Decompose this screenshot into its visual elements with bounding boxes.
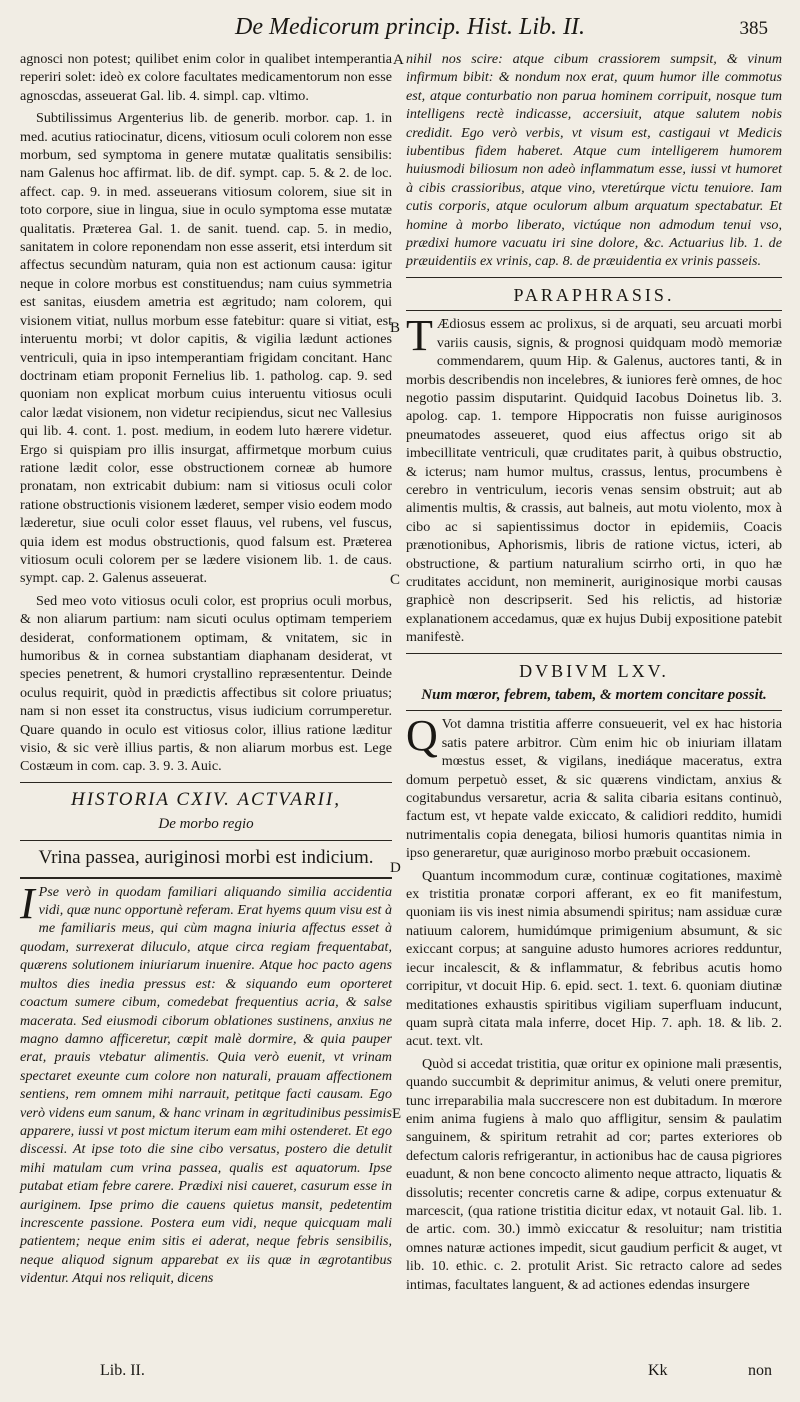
historia-subtitle: De morbo regio <box>158 816 254 833</box>
section-rule <box>20 782 392 783</box>
paraphrasis-title: PARAPHRASIS. <box>513 284 675 305</box>
page-header <box>0 14 800 44</box>
right-paragraph-1: nihil nos scire: atque cibum crassiorem sumpsit, & vinum infirmum bibit: & nondum nox erat, quum humor ille commotus est, atque conturbatio non parua hominem corripuit, nosque tum intelligens rectè indicasse, accersiuit, atque salutem nobis credidit. Ego verò verbis, vt visum est, castigaui vt Medicis iubentibus fidem haberet. Atque cum intelligerem humorem huiusmodi biliosum non adeò inflammatum esse, iussi vt humoret à cibis crassioribus, atque vino, vteretúrque victu tenuiore. Iam cutis corporis, atque oculorum album arquatum spectabatur. Et homine à morbo liberato, victúque non admodum tenui vso, prædixi humore vacuatu iri sine dolore, &c. Actuarius lib. 1. de præuidentiis ex vrinis, cap. 8. de præuidentia ex vrinis passeis. <box>406 51 782 270</box>
dubium-paragraph-3: Quòd si accedat tristitia, quæ oritur ex opinione mali præsentis, quando succumbit & deprimitur animus, & veluti onere premitur, tunc irreparabilia mala succrescere non est dubitadum. In mœrore enim anima fugiens à malo quo affligitur, sensim & paulatim sanguinem, & spiritum retrahit ad cor; partes exteriores ob defectum caloris refrigerantur, in actionibus hac de causa pigriores euadunt, & non bene concocto alimento neque attracto, liquatis & dissolutis; recenter concretis carne & adipe, corpus extenuatur & marcescit, (qua ratione tristitia dicitur edax, vt notauit Gal. lib. 1. de artic. com. 30.) immò exiccatur & resoluitur; nam tristitia omnes naturæ actiones impedit, sicut gaudium perficit & auget, vt lib. 10. ethic. c. 2. protulit Arist. Sic retracto calore ad sedes intimas, facultates languent, & ad actiones edendas insurgere <box>406 1055 782 1293</box>
margin-letter-b: B <box>390 320 401 336</box>
margin-letter-d: D <box>390 860 401 876</box>
margin-letter-a: A <box>393 52 404 68</box>
dubium-paragraph-1-block <box>406 711 782 862</box>
dubium-paragraph-2: Quantum incommodum curæ, continuæ cogitationes, maximè ex tristitia pronatæ corpori afferant, ex eo fit manifestum, quoniam iis vis inest nimia absumendi spiritus; nam assiduæ curæ natiuum calorem, humidúmque primigenium absumunt, & sic exiccant corpus; at sanguine adusto humores acriores redduntur, iecur incalescit, & & inflammatur, & febribus acutis homo corripitur, vt docuit Hip. 6. epid. sect. 1. text. 6. quoniam diutinæ meditationes exhaustis spiritibus vigiliam superfluam inducunt, quam suprà citata mala inferre, docet Hip. 7. aph. 18. & lib. 2. acut. text. vlt. <box>406 867 782 1050</box>
left-column <box>20 50 392 1292</box>
margin-letter-c: C <box>390 572 401 588</box>
paraphrasis-rule-bottom <box>406 310 782 311</box>
historia-rule <box>20 840 392 841</box>
left-paragraph-1: agnosci non potest; quilibet enim color in qualibet intemperantia reperiri solet: ideò ex colore facultates medicamentorum non esse agnoscdas, asseuerat Gal. lib. 4. simpl. cap. vltimo. <box>20 51 392 104</box>
paraphrasis-dropcap: T <box>406 311 433 361</box>
footer-signature-left: Lib. II. <box>100 1362 145 1379</box>
running-head: De Medicorum princip. Hist. Lib. II. <box>235 14 585 40</box>
margin-letter-e: E <box>392 1106 402 1122</box>
dubium-question: Num mœror, febrem, tabem, & mortem concitare possit. <box>421 687 767 703</box>
historia-text-block <box>20 878 392 1288</box>
page-number: 385 <box>739 18 768 39</box>
footer-signature-center: Kk <box>648 1362 668 1379</box>
footer-catchword: non <box>748 1362 772 1379</box>
paraphrasis-text: Ædiosus essem ac prolixus, si de arquati, seu arcuati morbi variis causis, signis, & prognosi quidquam modò memoriæ commendarem, quum Hip. & Galenus, auctores tanti, & in morbis describendis non incelebres, & iuniores ferè omnes, de hoc negotio passim disputarint. Quidquid Iacobus Doinetus lib. 3. apolog. cap. 1. tempore Hippocratis non fuisse auriginosos pneumatodes asseueret, quod eius affectus origo sit ab imbecillitate ventriculi, quæ cruditates parit, à quibus obstructio, & icterus; nam humor multus, crassus, lentus, procumbens è cerebro in ventriculum, iecoris venas sensim obstruit; aut ab alimentis multis, & crassis, aut balneis, aut motu violento, mox à cibo ac si sapientissimus doctor in epidemiis, Coacis prænotionibus, Aphorismis, libris de ratione victus, icteri, ab obstructione, & partium naturalium scirrho orti, in quo hæ cruditates accidunt, non meminerit, auriginosique morbi causas graphicè non descripserit. Sed his relictis, ad historiæ explanationem accedamus, quæ ex hujus Dubij expositione patebit manifestè. <box>406 316 782 646</box>
historia-dropcap: I <box>20 878 35 928</box>
historia-text: Pse verò in quodam familiari aliquando similia accidentia vidi, quæ nunc opportunè referam. Erat hyems quum visu est à me familiaris meus, qui cùm magna iniuria affectus esset à quodam, surrexerat diluculo, atque circa regiam frequentabat, quærens solutionem iniuriarum inuenire. Atque hoc pacto agens multos dies inedia pressus est: & siquando eum oporteret coactum sumere cibum, comedebat frequentius acria, & salse macerata. Sed eiusmodi ciborum oblationes sustinens, anxius ne magno damno afficeretur, cœpit malè dormire, & quia pauper erat, prauis vtebatur alimentis. Quia verò euenit, vt vrinam spectaret exeunte cum colore non naturali, prauam affectionem sentiens, rem omnem mihi narrauit, petitque facti causam. Ego verò videns eum sanum, & hanc vrinam in ægritudinibus pessimis apparere, iussi vt post mictum iterum eam mihi ostenderet. Et ego discessi. At ipse toto die sine cibo versatus, postero die detulit mihi matulam cum vrina passea, qualis est aquatorum. Ipse putabat etiam febre carere. Prædixi nisi caueret, casurum esse in auriginem. Ipse primo die cauens quietus mansit, pedetentim increscente passione. Postera eum vidi, neque quicquam mali patientem; neque enim sitis ei aderat, neque febris sensibilis, neque aliquod signum apparebat ex iis quæ in ægrotantibus videntur. Atqui nos reliquit, dicens <box>20 883 392 1287</box>
dubium-title: DVBIVM LXV. <box>519 660 669 681</box>
historia-title: HISTORIA CXIV. ACTVARII, <box>70 788 342 810</box>
dubium-paragraph-1: Vot damna tristitia afferre consueuerit, vel ex hac historia satis patere arbitror. Cùm enim hic ob iniuriam illatam mœstus esset, & vigilans, inediáque maceratus, extra domum perpetuò esset, & sic quærens vindictam, anxius & cogitabundus versaretur, acria & salita cibaria esitans continuò, factum est, vt hepate valde exiccato, & calidiori reddito, humidi nutrimentalis copia denegata, biliosi humoris quantitas nimia in ipso generaretur, quæ auriginoso morbo præbuit occasionem. <box>406 716 782 862</box>
historia-heading: Vrina passea, auriginosi morbi est indicium. <box>38 846 374 868</box>
dubium-dropcap: Q <box>406 711 438 761</box>
dubium-rule <box>406 653 782 654</box>
historia-heading-rule <box>20 877 392 879</box>
paraphrasis-rule-top <box>406 277 782 278</box>
left-paragraph-2: Subtilissimus Argenterius lib. de generib. morbor. cap. 1. in med. acutius ratiocinatur, dicens, vitiosum oculi colorem non esse morbum, sed symptoma in genere mutatæ qualitatis sensibilis: nam Galenus hoc affirmat. lib. de dif. sympt. cap. 5. & 2. de loc. affect. cap. 9. in med. asseuerans vitiosum colorem, siue sit in toto corpore, siue in lingua, siue in oculo symptoma esse mutatæ qualitatis. Præterea Gal. 1. de sanit. tuend. cap. 5. in medio, sanitatem in colore reponendam non esse asserit, etsi interdum sit affectus secundùm naturam, quia non est actionum causa: igitur neque in colore morbus est constituendus; nam cuius symmetria est sanitas, eiusdem ametria est ægritudo; nam colorem, qui visionem vitiat, nullus morbum esse fatebitur: quare si vitiat, est interuentu morbi; vt dolor capitis, & vigilia lædunt actiones ventriculi, quia in ipso intemperantiam frigidam concitant. Hanc doctrinam etiam proponit Fernelius lib. 1. patholog. cap. 9. sed quoniam non explicat morbum cuius interuentu vitiosus oculi calor lædat visionem, non videtur recipiendus, sicut nec Vallesius qui lib. 4. cont. 1. post. medium, in eodem luto hærere videtur. Ergo si quispiam pro illis insurgat, affirmetque morbum cuius ratione lædit color, esse obstructionem corneæ ab humore pronatam, non extricabit dubium: nam si vitiosus oculi color ratione obstructionis visionem læderet, semper visio eodem modo læderetur, siue oculi color esset flauus, vel rubens, vel fuscus, quia idem est modus obstructionis, quod falsum est. Præterea vitiosum oculi colorem per se lædere visionem lib. 1. de caus. sympt. cap. 2. Galenus asseuerat. <box>20 110 392 587</box>
left-paragraph-3: Sed meo voto vitiosus oculi color, est proprius oculi morbus, & non aliarum partium: nam sicuti oculus optimam temperiem desiderat, conformationem optimam, & vnitatem, sic in humoribus & in cornea substantiam diaphanam desiderat, vt species penetrent, & humori crystallino repræsententur. Deinde oculus requirit, quòd in prædictis affectibus sit colore priuatus; nam si non esset ita constructus, visus iudicium corrumperetur. Quare quando in oculo est vitiosus color, illius ratione læditur visio, & sic verè illius partis, & non aliarum morbus est. Lege Costæum in com. cap. 3. 9. 3. Auic. <box>20 592 392 775</box>
paraphrasis-block <box>406 311 782 646</box>
right-column <box>406 50 782 1298</box>
dubium-question-rule <box>406 710 782 711</box>
